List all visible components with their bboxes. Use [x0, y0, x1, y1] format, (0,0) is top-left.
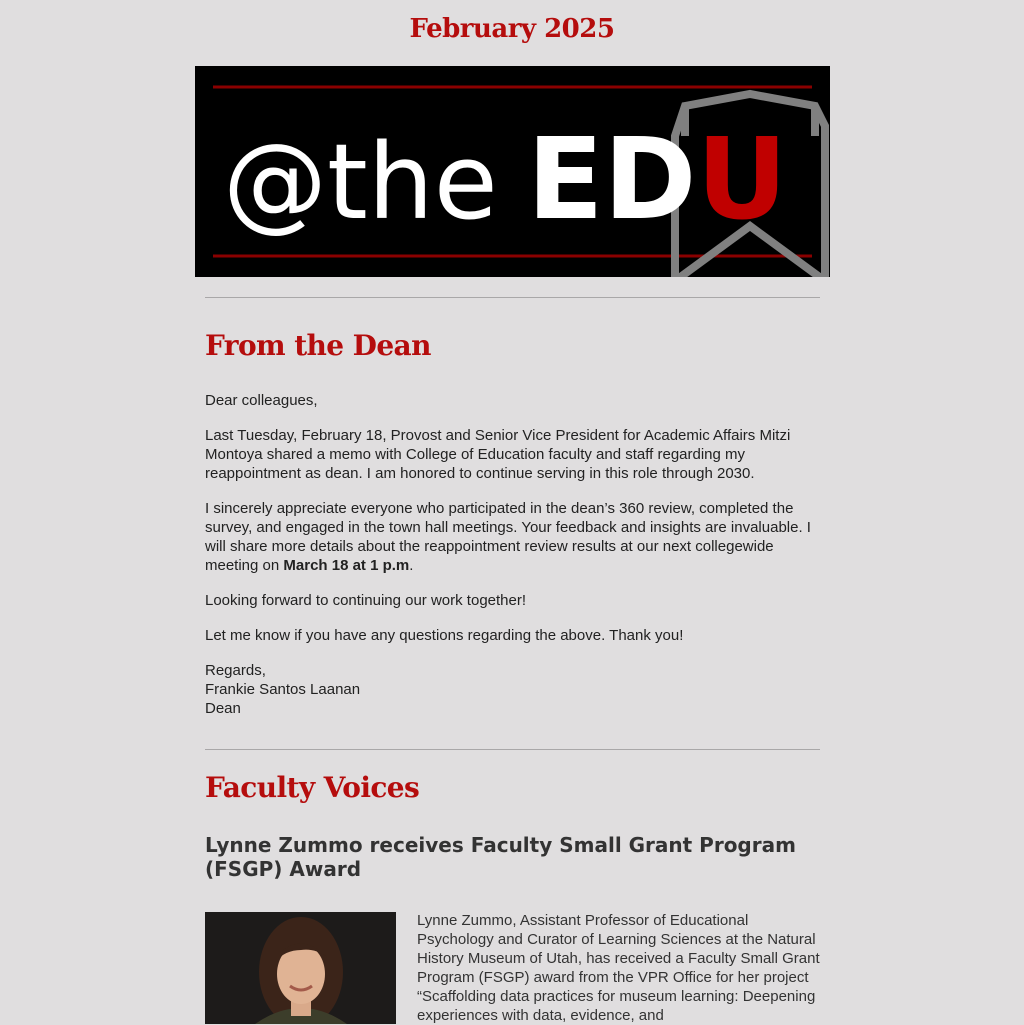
article-title: Lynne Zummo receives Faculty Small Grant Program (FSGP) Award [205, 833, 796, 881]
issue-date: February 2025 [409, 14, 615, 44]
closing: Regards, [205, 662, 266, 679]
signer-title: Dean [205, 700, 241, 717]
dean-letter [205, 391, 823, 718]
signer-name: Frankie Santos Laanan [205, 681, 361, 698]
paragraph-text: I sincerely appreciate everyone who participated in the dean’s 360 review, completed the survey, and engaged in the town hall meetings. Your feedback and insights are invaluable. I will share more details about the reappointment review results at our next collegewide meeting on [205, 500, 811, 574]
article-body: Lynne Zummo, Assistant Professor of Educational Psychology and Curator of Learning Sciences at the Natural History Museum of Utah, has received a Faculty Small Grant Program (FSGP) award from the VPR Office for her project “Scaffolding data practices for museum learning: Deepening experiences with data, evidence, and [417, 912, 820, 1024]
paragraph-text: . [409, 557, 414, 574]
dean-section-title: From the Dean [205, 329, 431, 362]
banner-prefix: @the [223, 121, 498, 243]
letter-paragraph [205, 499, 823, 575]
portrait-image [205, 912, 396, 1024]
letter-paragraph: Last Tuesday, February 18, Provost and Senior Vice President for Academic Affairs Mitzi Montoya shared a memo with College of Education faculty and staff regarding my reappointment as dean. I am honored to continue serving in this role through 2030. [205, 427, 791, 482]
meeting-date: March 18 at 1 p.m [283, 557, 410, 574]
faculty-section-title: Faculty Voices [205, 771, 420, 804]
newsletter-banner [195, 66, 830, 277]
salutation: Dear colleagues, [205, 392, 318, 409]
letter-paragraph: Looking forward to continuing our work together! [205, 592, 527, 609]
banner-word: EDU [527, 115, 788, 245]
banner-logo [195, 66, 830, 277]
divider [205, 749, 820, 750]
faculty-photo [205, 912, 396, 1024]
divider [205, 297, 820, 298]
signature-block [205, 661, 823, 718]
letter-paragraph: Let me know if you have any questions regarding the above. Thank you! [205, 627, 684, 644]
